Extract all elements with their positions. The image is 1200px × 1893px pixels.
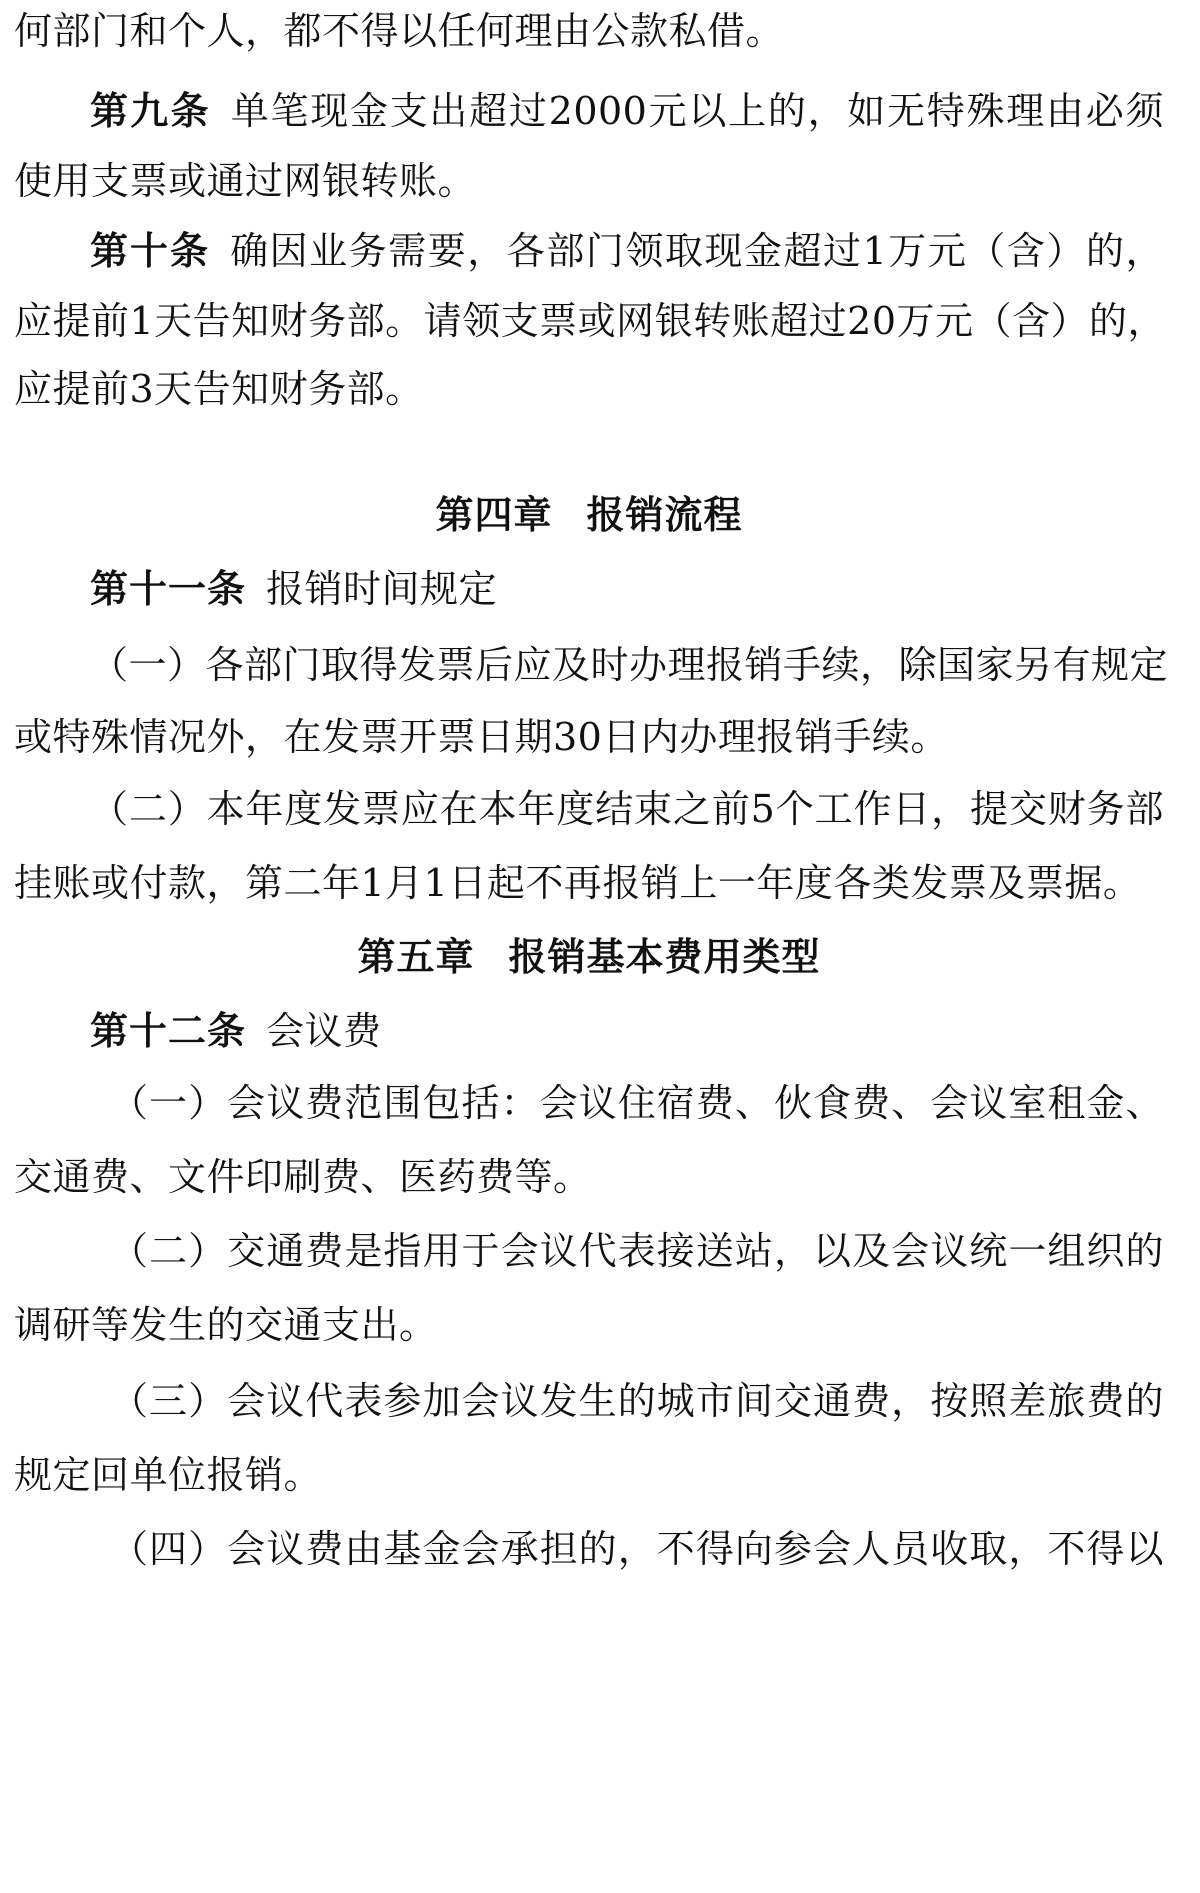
article-12-heading [14,1008,1164,1053]
article-10-line-1 [14,228,1164,273]
chapter-4-heading [14,492,1164,537]
article-12-item-1-line-2: 交通费、文件印刷费、医药费等。 [14,1155,592,1199]
article-12-item-3-line-1: （三）会议代表参加会议发生的城市间交通费，按照差旅费的 [110,1379,1164,1423]
chapter-number: 第四章 [435,492,553,537]
article-title: 报销时间规定 [266,567,498,611]
article-number: 第十条 [90,228,211,273]
article-12-item-2-line-1: （二）交通费是指用于会议代表接送站，以及会议统一组织的 [110,1229,1164,1273]
chapter-number: 第五章 [357,934,475,979]
article-11-heading [14,566,1164,611]
chapter-title: 报销流程 [586,492,743,537]
article-title: 会议费 [266,1009,382,1053]
paragraph-line: 何部门和个人，都不得以任何理由公款私借。 [14,9,785,53]
article-12-item-4-line-1: （四）会议费由基金会承担的，不得向参会人员收取，不得以 [110,1527,1164,1571]
article-number: 第十二条 [90,1008,247,1053]
article-10-line-2: 应提前1天告知财务部。请领支票或网银转账超过20万元（含）的， [14,299,1167,343]
chapter-5-heading [14,934,1164,979]
article-9-line-1 [14,88,1164,133]
article-9-line-2: 使用支票或通过网银转账。 [14,159,477,203]
article-text: 确因业务需要，各部门领取现金超过1万元（含）的， [230,229,1164,273]
article-12-item-3-line-2: 规定回单位报销。 [14,1453,323,1497]
article-11-item-1-line-1: （一）各部门取得发票后应及时办理报销手续，除国家另有规定 [90,643,1169,687]
article-11-item-2-line-1: （二）本年度发票应在本年度结束之前5个工作日，提交财务部 [90,787,1164,831]
article-11-item-1-line-2: 或特殊情况外，在发票开票日期30日内办理报销手续。 [14,715,949,759]
article-number: 第十一条 [90,566,247,611]
chapter-title: 报销基本费用类型 [508,934,821,979]
article-text: 单笔现金支出超过2000元以上的，如无特殊理由必须 [230,89,1164,133]
article-12-item-1-line-1: （一）会议费范围包括：会议住宿费、伙食费、会议室租金、 [110,1081,1164,1125]
article-number: 第九条 [90,88,211,133]
article-10-line-3: 应提前3天告知财务部。 [14,367,424,411]
article-11-item-2-line-2: 挂账或付款，第二年1月1日起不再报销上一年度各类发票及票据。 [14,861,1142,905]
article-12-item-2-line-2: 调研等发生的交通支出。 [14,1303,438,1347]
